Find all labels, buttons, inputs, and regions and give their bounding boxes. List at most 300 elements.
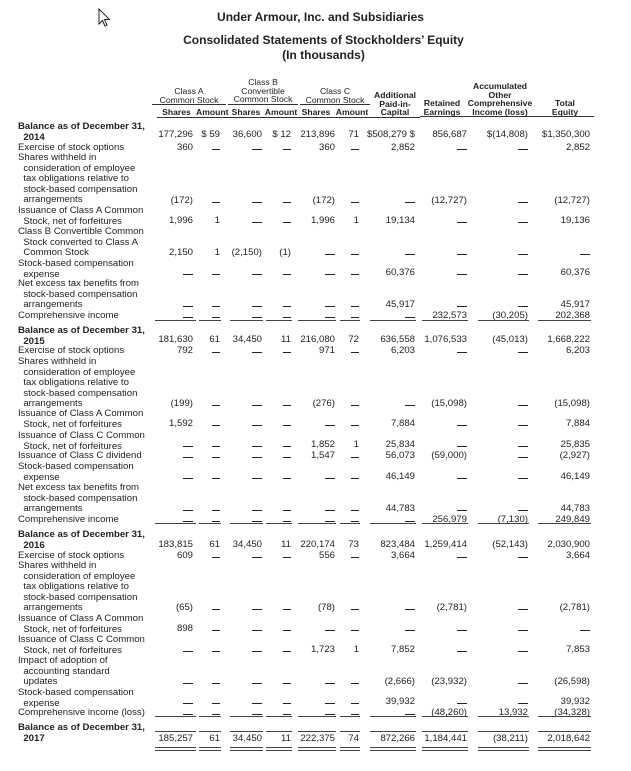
dash-cell bbox=[283, 521, 291, 522]
row-label: Balance as of December 31, 2015 bbox=[18, 325, 145, 347]
table-cell: 3,664 bbox=[390, 550, 415, 561]
dash-cell bbox=[351, 202, 359, 203]
dash-cell bbox=[283, 149, 291, 150]
table-cell: 636,558 bbox=[380, 334, 415, 345]
table-cell: 46,149 bbox=[560, 471, 590, 482]
subtotal-rule bbox=[370, 716, 416, 717]
row-label: Shares withheld in consideration of employee tax obligations relative to stock-based compensation arrangements bbox=[18, 560, 138, 614]
dash-cell bbox=[325, 425, 335, 426]
subtotal-rule bbox=[478, 716, 529, 717]
dash-cell bbox=[457, 630, 467, 631]
row-label: Comprehensive income bbox=[18, 514, 119, 525]
table-cell: 792 bbox=[176, 345, 193, 356]
subtotal-rule bbox=[155, 523, 196, 524]
row-label: Class B Convertible Common Stock converted to Class A Common Stock bbox=[18, 226, 144, 259]
table-cell: (26,598) bbox=[554, 676, 590, 687]
dash-cell bbox=[325, 630, 335, 631]
table-cell: 256,979 bbox=[432, 514, 467, 525]
dash-cell bbox=[351, 274, 359, 275]
table-cell: 45,917 bbox=[560, 299, 590, 310]
table-cell: 220,174 bbox=[300, 539, 335, 550]
total-double-rule bbox=[155, 747, 196, 751]
dash-cell bbox=[183, 306, 193, 307]
dash-cell bbox=[518, 222, 528, 223]
dash-cell bbox=[457, 254, 467, 255]
subtotal-rule bbox=[266, 523, 292, 524]
dash-cell bbox=[212, 510, 220, 511]
table-cell: 71 bbox=[348, 129, 359, 140]
table-cell: 44,783 bbox=[560, 503, 590, 514]
dash-cell bbox=[183, 457, 193, 458]
table-cell: 46,149 bbox=[385, 471, 415, 482]
column-header: Shares bbox=[157, 108, 196, 118]
column-group-header: Class B Convertible Common Stock bbox=[228, 78, 298, 105]
subtotal-rule bbox=[298, 716, 336, 717]
table-cell: 1 bbox=[353, 439, 359, 450]
row-label: Issuance of Class A Common Stock, net of forfeitures bbox=[18, 408, 144, 430]
dash-cell bbox=[183, 683, 193, 684]
table-cell: (172) bbox=[170, 195, 193, 206]
total-double-rule bbox=[230, 747, 263, 751]
dash-cell bbox=[283, 651, 291, 652]
subtotal-rule bbox=[230, 523, 263, 524]
subtotal-rule bbox=[370, 320, 416, 321]
dash-cell bbox=[283, 405, 291, 406]
table-cell: 181,630 bbox=[158, 334, 193, 345]
table-cell: (23,932) bbox=[431, 676, 467, 687]
row-label: Shares withheld in consideration of employee tax obligations relative to stock-based compensation arrangements bbox=[18, 356, 138, 410]
row-label: Issuance of Class C dividend bbox=[18, 450, 142, 461]
dash-cell bbox=[351, 510, 359, 511]
row-label: Balance as of December 31, 2017 bbox=[18, 722, 145, 744]
table-cell: (48,260) bbox=[431, 707, 467, 718]
table-cell: 1,184,441 bbox=[424, 733, 467, 744]
dash-cell bbox=[351, 714, 359, 715]
company-title: Under Armour, Inc. and Subsidiaries bbox=[217, 10, 424, 24]
table-cell: 36,600 bbox=[232, 129, 262, 140]
dash-cell bbox=[212, 425, 220, 426]
table-cell: 222,375 bbox=[300, 733, 335, 744]
dash-cell bbox=[405, 521, 415, 522]
table-cell: 1,259,414 bbox=[424, 539, 467, 550]
dash-cell bbox=[518, 306, 528, 307]
subtotal-rule bbox=[155, 320, 196, 321]
balance-top-rule bbox=[266, 731, 292, 732]
subtotal-rule bbox=[340, 716, 360, 717]
dash-cell bbox=[252, 630, 262, 631]
dash-cell bbox=[518, 703, 528, 704]
subtotal-rule bbox=[230, 320, 263, 321]
dash-cell bbox=[325, 478, 335, 479]
dash-cell bbox=[457, 510, 467, 511]
column-header: Amount bbox=[196, 107, 229, 117]
table-cell: 1 bbox=[353, 215, 359, 226]
subtotal-rule bbox=[298, 320, 336, 321]
units-note: (In thousands) bbox=[282, 48, 365, 62]
table-cell: 177,296 bbox=[158, 129, 193, 140]
dash-cell bbox=[183, 714, 193, 715]
subtotal-rule bbox=[230, 716, 263, 717]
table-cell: (15,098) bbox=[431, 398, 467, 409]
table-cell: 1,723 bbox=[310, 644, 335, 655]
statement-title: Consolidated Statements of Stockholders’ Equity bbox=[183, 33, 464, 47]
row-label: Exercise of stock options bbox=[18, 345, 125, 356]
table-cell: (12,727) bbox=[554, 195, 590, 206]
dash-cell bbox=[325, 306, 335, 307]
dash-cell bbox=[283, 457, 291, 458]
dash-cell bbox=[252, 405, 262, 406]
dash-cell bbox=[252, 609, 262, 610]
dash-cell bbox=[351, 609, 359, 610]
dash-cell bbox=[518, 457, 528, 458]
dash-cell bbox=[212, 446, 220, 447]
row-label: Shares withheld in consideration of employee tax obligations relative to stock-based compensation arrangements bbox=[18, 152, 138, 206]
table-cell: (2,666) bbox=[384, 676, 415, 687]
table-cell: 360 bbox=[176, 142, 193, 153]
table-cell: 25,835 bbox=[560, 439, 590, 450]
dash-cell bbox=[252, 478, 262, 479]
table-cell: 556 bbox=[318, 550, 335, 561]
subtotal-rule bbox=[199, 523, 221, 524]
dash-cell bbox=[325, 317, 335, 318]
dash-cell bbox=[405, 405, 415, 406]
row-label: Stock-based compensation expense bbox=[18, 687, 134, 709]
table-cell: 898 bbox=[176, 623, 193, 634]
dash-cell bbox=[518, 446, 528, 447]
dash-cell bbox=[252, 703, 262, 704]
dash-cell bbox=[518, 149, 528, 150]
dash-cell bbox=[212, 405, 220, 406]
dash-cell bbox=[212, 352, 220, 353]
dash-cell bbox=[518, 425, 528, 426]
subtotal-rule bbox=[538, 523, 591, 524]
table-cell: 232,573 bbox=[432, 310, 467, 321]
row-label: Comprehensive income bbox=[18, 310, 119, 321]
dash-cell bbox=[405, 714, 415, 715]
dash-cell bbox=[518, 202, 528, 203]
table-cell: 7,852 bbox=[390, 644, 415, 655]
table-cell: 61 bbox=[209, 733, 220, 744]
table-cell: 34,450 bbox=[232, 539, 262, 550]
table-cell: 44,783 bbox=[385, 503, 415, 514]
table-cell: (276) bbox=[312, 398, 335, 409]
subtotal-rule bbox=[422, 523, 468, 524]
balance-top-rule bbox=[538, 731, 591, 732]
table-cell: 7,884 bbox=[390, 418, 415, 429]
dash-cell bbox=[283, 446, 291, 447]
subtotal-rule bbox=[538, 716, 591, 717]
dash-cell bbox=[252, 457, 262, 458]
table-cell: 60,376 bbox=[385, 267, 415, 278]
column-group-header: Class A Common Stock bbox=[152, 87, 226, 105]
dash-cell bbox=[252, 317, 262, 318]
dash-cell bbox=[212, 557, 220, 558]
table-cell: (172) bbox=[312, 195, 335, 206]
table-cell: $(14,808) bbox=[486, 129, 528, 140]
dash-cell bbox=[283, 306, 291, 307]
table-cell: (65) bbox=[175, 602, 193, 613]
table-cell: 61 bbox=[209, 334, 220, 345]
dash-cell bbox=[252, 352, 262, 353]
total-double-rule bbox=[199, 747, 221, 751]
row-label: Comprehensive income (loss) bbox=[18, 707, 145, 718]
column-header: Shares bbox=[298, 108, 334, 118]
total-double-rule bbox=[370, 747, 416, 751]
dash-cell bbox=[212, 274, 220, 275]
dash-cell bbox=[212, 651, 220, 652]
table-cell: 6,203 bbox=[390, 345, 415, 356]
subtotal-rule bbox=[478, 320, 529, 321]
table-cell: 25,834 bbox=[385, 439, 415, 450]
dash-cell bbox=[283, 352, 291, 353]
table-cell: 609 bbox=[176, 550, 193, 561]
row-label: Issuance of Class C Common Stock, net of forfeitures bbox=[18, 430, 145, 452]
dash-cell bbox=[252, 222, 262, 223]
dash-cell bbox=[212, 306, 220, 307]
dash-cell bbox=[351, 317, 359, 318]
table-cell: 202,368 bbox=[555, 310, 590, 321]
dash-cell bbox=[283, 609, 291, 610]
dash-cell bbox=[325, 254, 335, 255]
table-cell: (34,328) bbox=[554, 707, 590, 718]
column-header: Shares bbox=[228, 108, 264, 118]
table-cell: 34,450 bbox=[232, 334, 262, 345]
table-cell: (199) bbox=[170, 398, 193, 409]
table-cell: (2,927) bbox=[559, 450, 590, 461]
table-cell: 856,687 bbox=[432, 129, 467, 140]
dash-cell bbox=[518, 557, 528, 558]
row-label: Issuance of Class C Common Stock, net of forfeitures bbox=[18, 634, 145, 656]
dash-cell bbox=[351, 306, 359, 307]
dash-cell bbox=[518, 510, 528, 511]
dash-cell bbox=[457, 703, 467, 704]
dash-cell bbox=[183, 510, 193, 511]
table-cell: 74 bbox=[348, 733, 359, 744]
dash-cell bbox=[518, 683, 528, 684]
dash-cell bbox=[252, 510, 262, 511]
total-double-rule bbox=[478, 747, 529, 751]
dash-cell bbox=[457, 446, 467, 447]
table-cell: 971 bbox=[318, 345, 335, 356]
dash-cell bbox=[518, 254, 528, 255]
total-double-rule bbox=[340, 747, 360, 751]
table-cell: 183,815 bbox=[158, 539, 193, 550]
subtotal-rule bbox=[199, 716, 221, 717]
table-cell: 7,884 bbox=[565, 418, 590, 429]
table-cell: 1,547 bbox=[310, 450, 335, 461]
table-cell: 19,134 bbox=[385, 215, 415, 226]
table-cell: 1,852 bbox=[310, 439, 335, 450]
table-cell: 39,932 bbox=[560, 696, 590, 707]
dash-cell bbox=[212, 683, 220, 684]
table-cell: 1,996 bbox=[310, 215, 335, 226]
dash-cell bbox=[283, 510, 291, 511]
table-cell: 213,896 bbox=[300, 129, 335, 140]
dash-cell bbox=[351, 630, 359, 631]
table-cell: 2,852 bbox=[390, 142, 415, 153]
table-cell: 3,664 bbox=[565, 550, 590, 561]
column-header: Amount bbox=[264, 107, 298, 117]
subtotal-rule bbox=[422, 320, 468, 321]
column-header: Total Equity bbox=[536, 99, 594, 117]
balance-top-rule bbox=[230, 731, 263, 732]
dash-cell bbox=[283, 202, 291, 203]
column-header: Retained Earnings bbox=[420, 99, 464, 117]
balance-top-rule bbox=[478, 731, 529, 732]
dash-cell bbox=[283, 274, 291, 275]
dash-cell bbox=[252, 446, 262, 447]
subtotal-rule bbox=[155, 716, 196, 717]
dash-cell bbox=[183, 703, 193, 704]
dash-cell bbox=[457, 352, 467, 353]
table-cell: 11 bbox=[281, 733, 291, 744]
row-label: Issuance of Class A Common Stock, net of forfeitures bbox=[18, 205, 144, 227]
table-cell: 34,450 bbox=[232, 733, 262, 744]
dash-cell bbox=[457, 149, 467, 150]
dash-cell bbox=[212, 714, 220, 715]
dash-cell bbox=[351, 478, 359, 479]
table-cell: 872,266 bbox=[380, 733, 415, 744]
subtotal-rule bbox=[266, 716, 292, 717]
balance-top-rule bbox=[199, 731, 221, 732]
dash-cell bbox=[351, 254, 359, 255]
dash-cell bbox=[405, 609, 415, 610]
dash-cell bbox=[405, 202, 415, 203]
table-cell: 61 bbox=[209, 539, 220, 550]
table-cell: 360 bbox=[318, 142, 335, 153]
dash-cell bbox=[252, 557, 262, 558]
dash-cell bbox=[457, 425, 467, 426]
table-cell: 11 bbox=[281, 539, 291, 550]
dash-cell bbox=[580, 254, 590, 255]
subtotal-rule bbox=[340, 320, 360, 321]
dash-cell bbox=[252, 714, 262, 715]
dash-cell bbox=[283, 557, 291, 558]
table-cell: (38,211) bbox=[492, 733, 528, 744]
total-double-rule bbox=[266, 747, 292, 751]
subtotal-rule bbox=[538, 320, 591, 321]
row-label: Stock-based compensation expense bbox=[18, 258, 134, 280]
row-label: Exercise of stock options bbox=[18, 550, 125, 561]
dash-cell bbox=[457, 222, 467, 223]
subtotal-rule bbox=[298, 523, 336, 524]
row-label: Balance as of December 31, 2016 bbox=[18, 529, 145, 551]
dash-cell bbox=[518, 630, 528, 631]
dash-cell bbox=[283, 703, 291, 704]
dash-cell bbox=[325, 521, 335, 522]
dash-cell bbox=[457, 274, 467, 275]
dash-cell bbox=[457, 651, 467, 652]
dash-cell bbox=[212, 317, 220, 318]
total-double-rule bbox=[538, 747, 591, 751]
dash-cell bbox=[351, 149, 359, 150]
dash-cell bbox=[405, 317, 415, 318]
column-header: Accumulated Other Comprehensive Income (loss) bbox=[464, 82, 536, 117]
balance-top-rule bbox=[422, 731, 468, 732]
dash-cell bbox=[183, 651, 193, 652]
dash-cell bbox=[183, 317, 193, 318]
dash-cell bbox=[183, 521, 193, 522]
dash-cell bbox=[283, 683, 291, 684]
table-cell: 60,376 bbox=[560, 267, 590, 278]
table-cell: 11 bbox=[281, 334, 291, 345]
dash-cell bbox=[212, 521, 220, 522]
table-cell: (45,013) bbox=[492, 334, 528, 345]
table-cell: (2,781) bbox=[559, 602, 590, 613]
balance-top-rule bbox=[370, 731, 416, 732]
table-cell: $1,350,300 bbox=[541, 129, 590, 140]
row-label: Impact of adoption of accounting standard updates bbox=[18, 655, 110, 688]
table-cell: 6,203 bbox=[565, 345, 590, 356]
dash-cell bbox=[518, 478, 528, 479]
dash-cell bbox=[518, 352, 528, 353]
table-cell: (59,000) bbox=[431, 450, 467, 461]
dash-cell bbox=[252, 202, 262, 203]
dash-cell bbox=[252, 683, 262, 684]
table-cell: 7,853 bbox=[565, 644, 590, 655]
table-cell: 72 bbox=[348, 334, 359, 345]
table-cell: 56,073 bbox=[385, 450, 415, 461]
dash-cell bbox=[212, 457, 220, 458]
table-cell: 19,136 bbox=[560, 215, 590, 226]
row-label: Issuance of Class A Common Stock, net of forfeitures bbox=[18, 613, 144, 635]
total-double-rule bbox=[298, 747, 336, 751]
table-cell: (30,205) bbox=[492, 310, 528, 321]
table-cell: (2,150) bbox=[231, 247, 262, 258]
table-cell: $ 12 bbox=[272, 129, 291, 140]
table-cell: 249,849 bbox=[555, 514, 590, 525]
table-cell: 1 bbox=[353, 644, 359, 655]
dash-cell bbox=[518, 405, 528, 406]
column-header: Amount bbox=[335, 107, 369, 117]
table-cell: 1,076,533 bbox=[424, 334, 467, 345]
table-cell: 1 bbox=[214, 215, 220, 226]
dash-cell bbox=[212, 478, 220, 479]
dash-cell bbox=[325, 703, 335, 704]
table-cell: 39,932 bbox=[385, 696, 415, 707]
dash-cell bbox=[518, 609, 528, 610]
dash-cell bbox=[325, 714, 335, 715]
dash-cell bbox=[183, 274, 193, 275]
dash-cell bbox=[283, 630, 291, 631]
table-cell: 216,080 bbox=[300, 334, 335, 345]
table-cell: 2,018,642 bbox=[547, 733, 590, 744]
row-label: Net excess tax benefits from stock-based compensation arrangements bbox=[18, 278, 140, 311]
balance-top-rule bbox=[155, 731, 196, 732]
row-label: Balance as of December 31, 2014 bbox=[18, 121, 145, 143]
table-cell: 1,668,222 bbox=[547, 334, 590, 345]
dash-cell bbox=[252, 306, 262, 307]
table-cell: $ 59 bbox=[201, 129, 220, 140]
dash-cell bbox=[457, 306, 467, 307]
table-cell: (12,727) bbox=[431, 195, 467, 206]
dash-cell bbox=[252, 425, 262, 426]
dash-cell bbox=[325, 510, 335, 511]
table-cell: 1 bbox=[214, 247, 220, 258]
dash-cell bbox=[325, 683, 335, 684]
subtotal-rule bbox=[478, 523, 529, 524]
dash-cell bbox=[518, 651, 528, 652]
subtotal-rule bbox=[422, 716, 468, 717]
dash-cell bbox=[351, 521, 359, 522]
table-cell: 2,852 bbox=[565, 142, 590, 153]
dash-cell bbox=[283, 478, 291, 479]
dash-cell bbox=[183, 446, 193, 447]
dash-cell bbox=[183, 478, 193, 479]
subtotal-rule bbox=[266, 320, 292, 321]
dash-cell bbox=[283, 425, 291, 426]
table-cell: 13,932 bbox=[498, 707, 528, 718]
